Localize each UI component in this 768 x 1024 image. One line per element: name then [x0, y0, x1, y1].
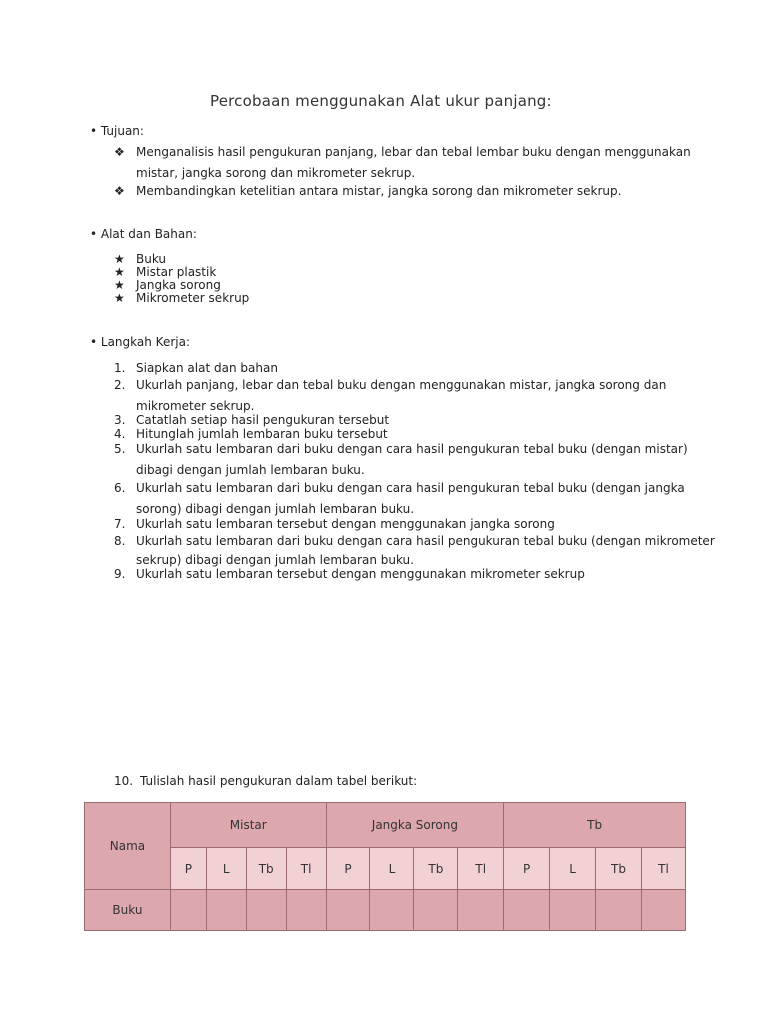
table-cell[interactable] [458, 890, 504, 931]
step-number: 7. [114, 517, 126, 531]
subheader-cell: L [550, 848, 596, 890]
subheader-cell: L [206, 848, 246, 890]
langkah-heading: • Langkah Kerja: [90, 335, 190, 349]
table-cell[interactable] [170, 890, 206, 931]
step-number: 6. [114, 481, 126, 495]
star-bullet-icon: ★ [114, 291, 125, 305]
step-text: Siapkan alat dan bahan [136, 361, 278, 375]
star-bullet-icon: ★ [114, 252, 125, 266]
tujuan-item [114, 184, 621, 198]
langkah-item [114, 567, 585, 581]
step-text: Ukurlah satu lembaran tersebut dengan menggunakan jangka sorong [136, 517, 555, 531]
table-cell[interactable] [326, 890, 370, 931]
step-text: Ukurlah satu lembaran dari buku dengan cara hasil pengukuran tebal buku (dengan mikrometer [136, 534, 715, 548]
table-cell[interactable] [246, 890, 286, 931]
subheader-cell: Tb [246, 848, 286, 890]
step-text: Catatlah setiap hasil pengukuran tersebut [136, 413, 390, 427]
alat-item-text: Mistar plastik [136, 265, 217, 279]
subheader-cell: P [504, 848, 550, 890]
alat-item-text: Buku [136, 252, 167, 266]
subheader-cell: P [326, 848, 370, 890]
row-label-buku: Buku [85, 890, 171, 931]
tujuan-item-text: Menganalisis hasil pengukuran panjang, lebar dan tebal lembar buku dengan menggunakan [136, 145, 691, 159]
star-bullet-icon: ★ [114, 265, 125, 279]
alat-item [114, 278, 221, 292]
step-number: 10. [114, 774, 134, 788]
step-number: 3. [114, 413, 126, 427]
alat-item-text: Jangka sorong [136, 278, 221, 292]
subheader-cell: Tb [414, 848, 458, 890]
step-number: 4. [114, 427, 126, 441]
diamond-bullet-icon: ❖ [114, 145, 125, 159]
table-group-header-row [85, 803, 686, 848]
step-text: Tulislah hasil pengukuran dalam tabel berikut: [140, 774, 418, 788]
langkah-item [114, 774, 417, 788]
alat-heading: • Alat dan Bahan: [90, 227, 197, 241]
subheader-cell: Tb [596, 848, 642, 890]
langkah-item [114, 442, 688, 456]
star-bullet-icon: ★ [114, 278, 125, 292]
step-text: Hitunglah jumlah lembaran buku tersebut [136, 427, 388, 441]
step-number: 8. [114, 534, 126, 548]
group-header-tb: Tb [504, 803, 686, 848]
step-text-cont: dibagi dengan jumlah lembaran buku. [136, 463, 365, 477]
row-header-nama: Nama [85, 803, 171, 890]
table-cell[interactable] [414, 890, 458, 931]
results-table [84, 802, 686, 931]
langkah-item [114, 413, 389, 427]
step-number: 9. [114, 567, 126, 581]
table-cell[interactable] [596, 890, 642, 931]
step-text: Ukurlah satu lembaran dari buku dengan cara hasil pengukuran tebal buku (dengan jangka [136, 481, 685, 495]
step-number: 1. [114, 361, 126, 375]
langkah-item [114, 534, 715, 548]
alat-item [114, 291, 249, 305]
step-number: 5. [114, 442, 126, 456]
step-text-cont: mikrometer sekrup. [136, 399, 255, 413]
langkah-item [114, 481, 685, 495]
subheader-cell: Tl [458, 848, 504, 890]
table-cell[interactable] [286, 890, 326, 931]
alat-item [114, 252, 166, 266]
table-cell[interactable] [504, 890, 550, 931]
step-text: Ukurlah satu lembaran dari buku dengan cara hasil pengukuran tebal buku (dengan mistar) [136, 442, 688, 456]
page-title: Percobaan menggunakan Alat ukur panjang: [210, 92, 552, 110]
group-header-mistar: Mistar [170, 803, 326, 848]
alat-item-text: Mikrometer sekrup [136, 291, 250, 305]
step-text: Ukurlah panjang, lebar dan tebal buku dengan menggunakan mistar, jangka sorong dan [136, 378, 667, 392]
table-row [85, 890, 686, 931]
subheader-cell: Tl [641, 848, 685, 890]
tujuan-item-text-cont: mistar, jangka sorong dan mikrometer sekrup. [136, 166, 416, 180]
step-text-cont: sorong) dibagi dengan jumlah lembaran buku. [136, 502, 415, 516]
step-text-cont: sekrup) dibagi dengan jumlah lembaran buku. [136, 553, 414, 567]
table-cell[interactable] [550, 890, 596, 931]
subheader-cell: Tl [286, 848, 326, 890]
langkah-item [114, 427, 388, 441]
subheader-cell: L [370, 848, 414, 890]
table-cell[interactable] [206, 890, 246, 931]
tujuan-item [114, 145, 691, 159]
table-cell[interactable] [370, 890, 414, 931]
subheader-cell: P [170, 848, 206, 890]
langkah-item [114, 517, 555, 531]
table-cell[interactable] [641, 890, 685, 931]
group-header-jangka-sorong: Jangka Sorong [326, 803, 504, 848]
step-text: Ukurlah satu lembaran tersebut dengan menggunakan mikrometer sekrup [136, 567, 585, 581]
langkah-item [114, 361, 278, 375]
alat-item [114, 265, 216, 279]
table-subheader-row [85, 848, 686, 890]
step-number: 2. [114, 378, 126, 392]
diamond-bullet-icon: ❖ [114, 184, 125, 198]
tujuan-item-text: Membandingkan ketelitian antara mistar, jangka sorong dan mikrometer sekrup. [136, 184, 622, 198]
tujuan-heading: • Tujuan: [90, 124, 144, 138]
langkah-item [114, 378, 666, 392]
